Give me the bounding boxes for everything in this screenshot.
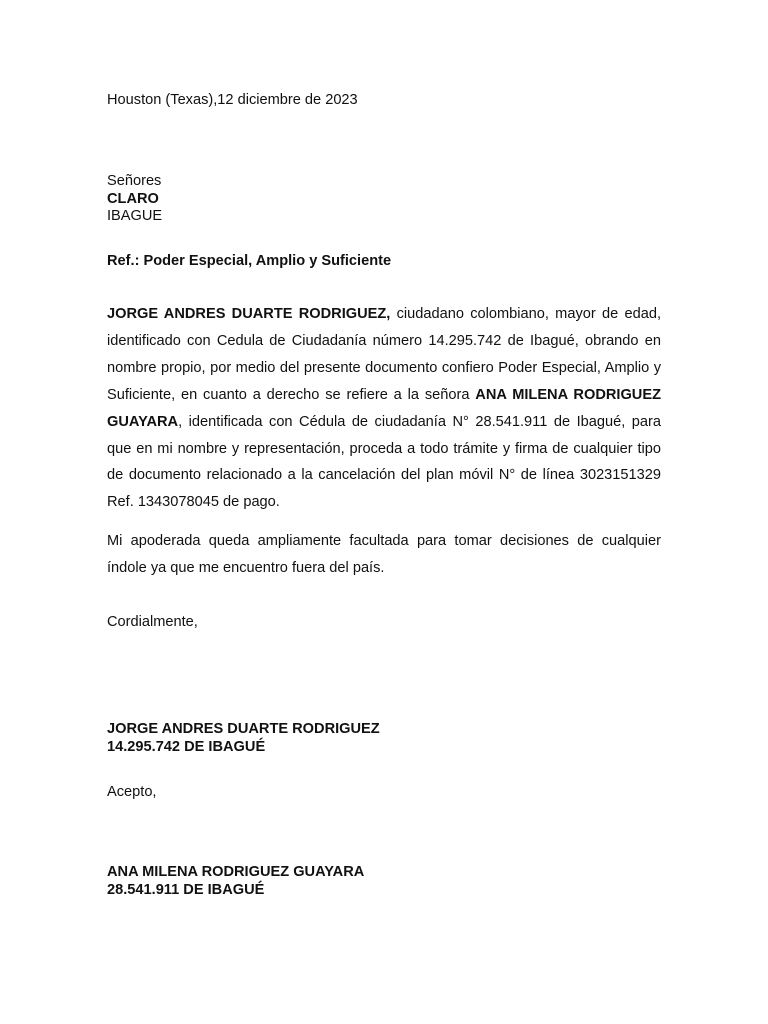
recipient-salutation: Señores bbox=[107, 173, 162, 189]
acceptance-line: Acepto, bbox=[107, 784, 157, 800]
body-paragraph bbox=[107, 301, 661, 516]
reference-line: Ref.: Poder Especial, Amplio y Suficiente bbox=[107, 253, 392, 269]
body-text-1: ciudadano colombiano, mayor de edad, identificado con Cedula de Ciudadanía número 14.295.742 de Ibagué, obrando en nombre propio, por medio del presente documento confiero Poder Especial, Amplio y Suficiente, en cuanto a derecho se refiere a la señora bbox=[107, 306, 661, 403]
authority-paragraph: Mi apoderada queda ampliamente facultada para tomar decisiones de cualquier índole ya que me encuentro fuera del país. bbox=[107, 533, 661, 576]
signature-1-id: 14.295.742 DE IBAGUÉ bbox=[107, 739, 266, 755]
recipient-city: IBAGUE bbox=[107, 208, 163, 224]
recipient-company: CLARO bbox=[107, 191, 159, 207]
signature-2-name: ANA MILENA RODRIGUEZ GUAYARA bbox=[107, 864, 365, 880]
attorney-name: ANA MILENA RODRIGUEZ GUAYARA bbox=[107, 386, 661, 430]
signature-2-id: 28.541.911 DE IBAGUÉ bbox=[107, 882, 265, 898]
signature-1-name: JORGE ANDRES DUARTE RODRIGUEZ bbox=[107, 721, 380, 737]
grantor-name: JORGE ANDRES DUARTE RODRIGUEZ, bbox=[107, 306, 391, 322]
closing-line: Cordialmente, bbox=[107, 614, 198, 630]
body-text-2: , identificada con Cédula de ciudadanía N° 28.541.911 de Ibagué, para que en mi nombre y representación, proceda a todo trámite y firma de cualquier tipo de documento relacionado a la cancelación del plan móvil N° de línea 3023151329 Ref. 1343078045 de pago. bbox=[107, 413, 661, 511]
date-line: Houston (Texas),12 diciembre de 2023 bbox=[107, 92, 358, 108]
